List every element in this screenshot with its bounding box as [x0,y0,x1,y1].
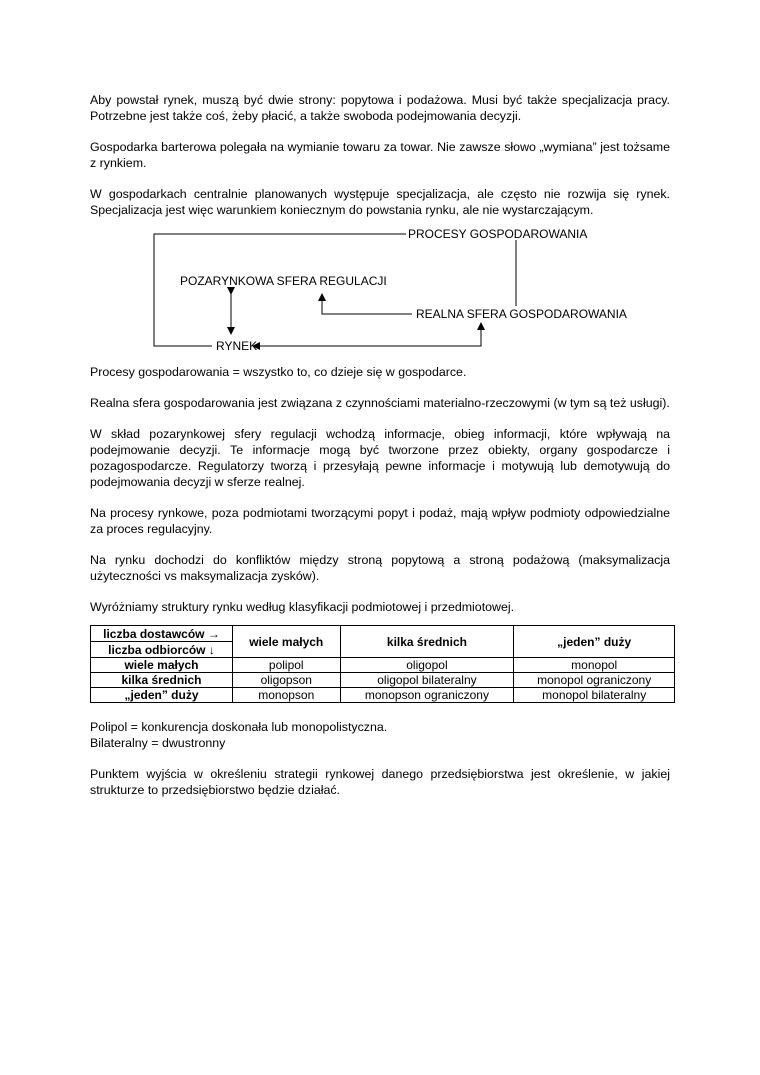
paragraph: Gospodarka barterowa polegała na wymianie towaru za towar. Nie zawsze słowo „wymiana” jest tożsame z rynkiem. [90,140,670,170]
realna-pozarynkowa-arrow [322,294,412,314]
outer-loop-line [154,234,406,346]
paragraph: Polipol = konkurencja doskonała lub monopolistyczna. [90,720,388,734]
corner-suppliers: liczba dostawców → [91,626,233,642]
column-header: kilka średnich [340,626,514,658]
market-structure-table [90,625,675,703]
table-row [91,673,675,688]
table-cell: oligopol [340,658,514,673]
table-cell: monopol ograniczony [514,673,675,688]
paragraph: W skład pozarynkowej sfery regulacji wchodzą informacje, obieg informacji, które wpływają na podejmowanie decyzji. Te informacje mogą być tworzone przez obiekty, organy gospodarcze i pozagospodarcze. Regulatorzy tworzą i przesyłają pewne informacje i motywują lub demotywują do podejmowania decyzji w sferze realnej. [90,427,670,489]
document-page [90,92,670,813]
table-cell: monopson [233,688,341,703]
paragraph: Realna sfera gospodarowania jest związana z czynnościami materialno-rzeczowymi (w tym są też usługi). [90,396,670,410]
table-cell: monopson ograniczony [340,688,514,703]
table-row [91,688,675,703]
paragraph: Procesy gospodarowania = wszystko to, co dzieje się w gospodarce. [90,365,467,379]
column-header: „jeden” duży [514,626,675,658]
table-cell: monopol bilateralny [514,688,675,703]
corner-buyers: liczba odbiorców ↓ [91,642,233,658]
paragraph: Na rynku dochodzi do konfliktów między stroną popytową a stroną podażową (maksymalizacja użyteczności vs maksymalizacja zysków). [90,553,670,583]
paragraph: Wyróżniamy struktury rynku według klasyfikacji podmiotowej i przedmiotowej. [90,600,515,614]
column-header: wiele małych [233,626,341,658]
definitions [90,719,670,751]
label-procesy: PROCESY GOSPODAROWANIA [408,227,588,241]
table-row [91,658,675,673]
paragraph: Na procesy rynkowe, poza podmiotami tworzącymi popyt i podaż, mają wpływ podmioty odpowiedzialne za proces regulacyjny. [90,506,670,536]
row-header: wiele małych [91,658,233,673]
table-cell: oligopol bilateralny [340,673,514,688]
table-row [91,626,675,642]
label-pozarynkowa: POZARYNKOWA SFERA REGULACJI [180,274,387,288]
table-cell: monopol [514,658,675,673]
label-realna: REALNA SFERA GOSPODAROWANIA [416,307,627,321]
paragraph: Bilateralny = dwustronny [90,736,226,750]
table-cell: oligopson [233,673,341,688]
row-header: „jeden” duży [91,688,233,703]
economy-diagram [90,226,670,356]
table-cell: polipol [233,658,341,673]
paragraph: Punktem wyjścia w określeniu strategii rynkowej danego przedsiębiorstwa jest określenie, w jakiej strukturze to przedsiębiorstwo będzie działać. [90,767,670,797]
realna-rynek-arrow [253,324,481,346]
diagram-lines [90,226,670,356]
paragraph: W gospodarkach centralnie planowanych występuje specjalizacja, ale często nie rozwija się rynek. Specjalizacja jest więc warunkiem koniecznym do powstania rynku, ale nie wystarczającym. [90,187,670,217]
paragraph: Aby powstał rynek, muszą być dwie strony: popytowa i podażowa. Musi być także specjalizacja pracy. Potrzebne jest także coś, żeby płacić, a także swoboda podejmowania decyzji. [90,93,670,123]
row-header: kilka średnich [91,673,233,688]
label-rynek: RYNEK [216,339,258,353]
